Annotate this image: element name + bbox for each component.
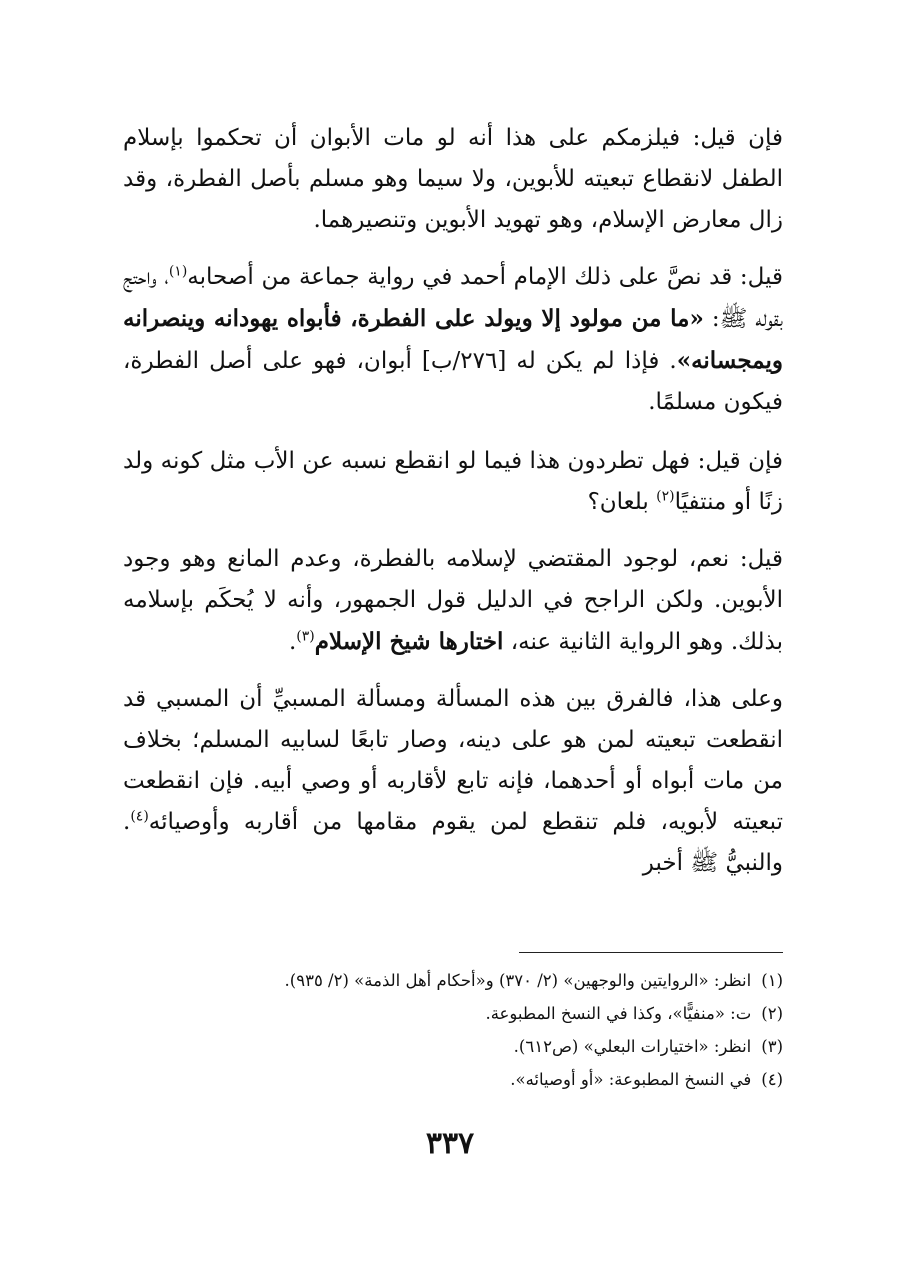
footnote-ref-1: (١) [168, 263, 188, 280]
paragraph-2: قيل: قد نصَّ على ذلك الإمام أحمد في رواية جماعة من أصحابه$^{(١)}$، واحتج بقوله ﷺ: «ما من مولود إلا ويولد على الفطرة، فأبواه يهودانه وينصرانه ويمجسانه». فإذا لم يكن له [٢٧٦/ب] أبوان، فهو على أصل الفطرة، فيكون مسلمًا. [123, 263, 783, 415]
main-text [123, 118, 783, 900]
paragraph-5: وعلى هذا، فالفرق بين هذه المسألة ومسألة المسبيِّ أن المسبي قد انقطعت تبعيته لمن هو على دينه، وصار تابعًا لسابيه المسلم؛ بخلاف من مات أبواه أو أحدهما، فإنه تابع لأقاربه أو وصي أبيه. فإن انقطعت تبعيته لأبويه، فلم تنقطع لمن يقوم مقامها من أقاربه وأوصيائه$^{(٤)}$. والنبيُّ ﷺ أخبر [123, 686, 783, 876]
footnote-2: (٢)ت: «منفيًّا»، وكذا في النسخ المطبوعة. [485, 1004, 783, 1023]
paragraph-4: قيل: نعم، لوجود المقتضي لإسلامه بالفطرة، وعدم المانع وهو وجود الأبوين. ولكن الراجح في الدليل قول الجمهور، وأنه لا يُحكَم بإسلامه بذلك. وهو الرواية الثانية عنه، اختارها شيخ الإسلام$^{(٣)}$. [123, 546, 783, 655]
footnote-ref-3: (٣) [296, 628, 315, 645]
footnote-1: (١)انظر: «الروايتين والوجهين» (٢/ ٣٧٠) و«أحكام أهل الذمة» (٢/ ٩٣٥). [284, 971, 783, 990]
footnote-4: (٤)في النسخ المطبوعة: «أو أوصيائه». [510, 1070, 783, 1089]
page-number: ٣٣٧ [425, 1126, 475, 1161]
footnote-ref-4: (٤) [130, 808, 149, 825]
paragraph-3: فإن قيل: فهل تطردون هذا فيما لو انقطع نسبه عن الأب مثل كونه ولد زنًا أو منتفيًا$^{(٢)}$ بلعان؟ [123, 448, 783, 515]
footnotes [123, 966, 783, 1098]
paragraph-1: فإن قيل: فيلزمكم على هذا أنه لو مات الأبوان أن تحكموا بإسلام الطفل لانقطاع تبعيته للأبوين، ولا سيما وهو مسلم بأصل الفطرة، وقد زال معارض الإسلام، وهو تهويد الأبوين وتنصيرهما. [123, 125, 783, 233]
emphasis-text: اختارها شيخ الإسلام [314, 628, 504, 655]
footnote-3: (٣)انظر: «اختيارات البعلي» (ص٦١٢). [513, 1037, 783, 1056]
hadith-quote: «ما من مولود إلا ويولد على الفطرة، فأبواه يهودانه وينصرانه ويمجسانه» [123, 305, 783, 374]
footnote-separator [519, 952, 783, 953]
footnote-ref-2: (٢) [656, 488, 675, 505]
